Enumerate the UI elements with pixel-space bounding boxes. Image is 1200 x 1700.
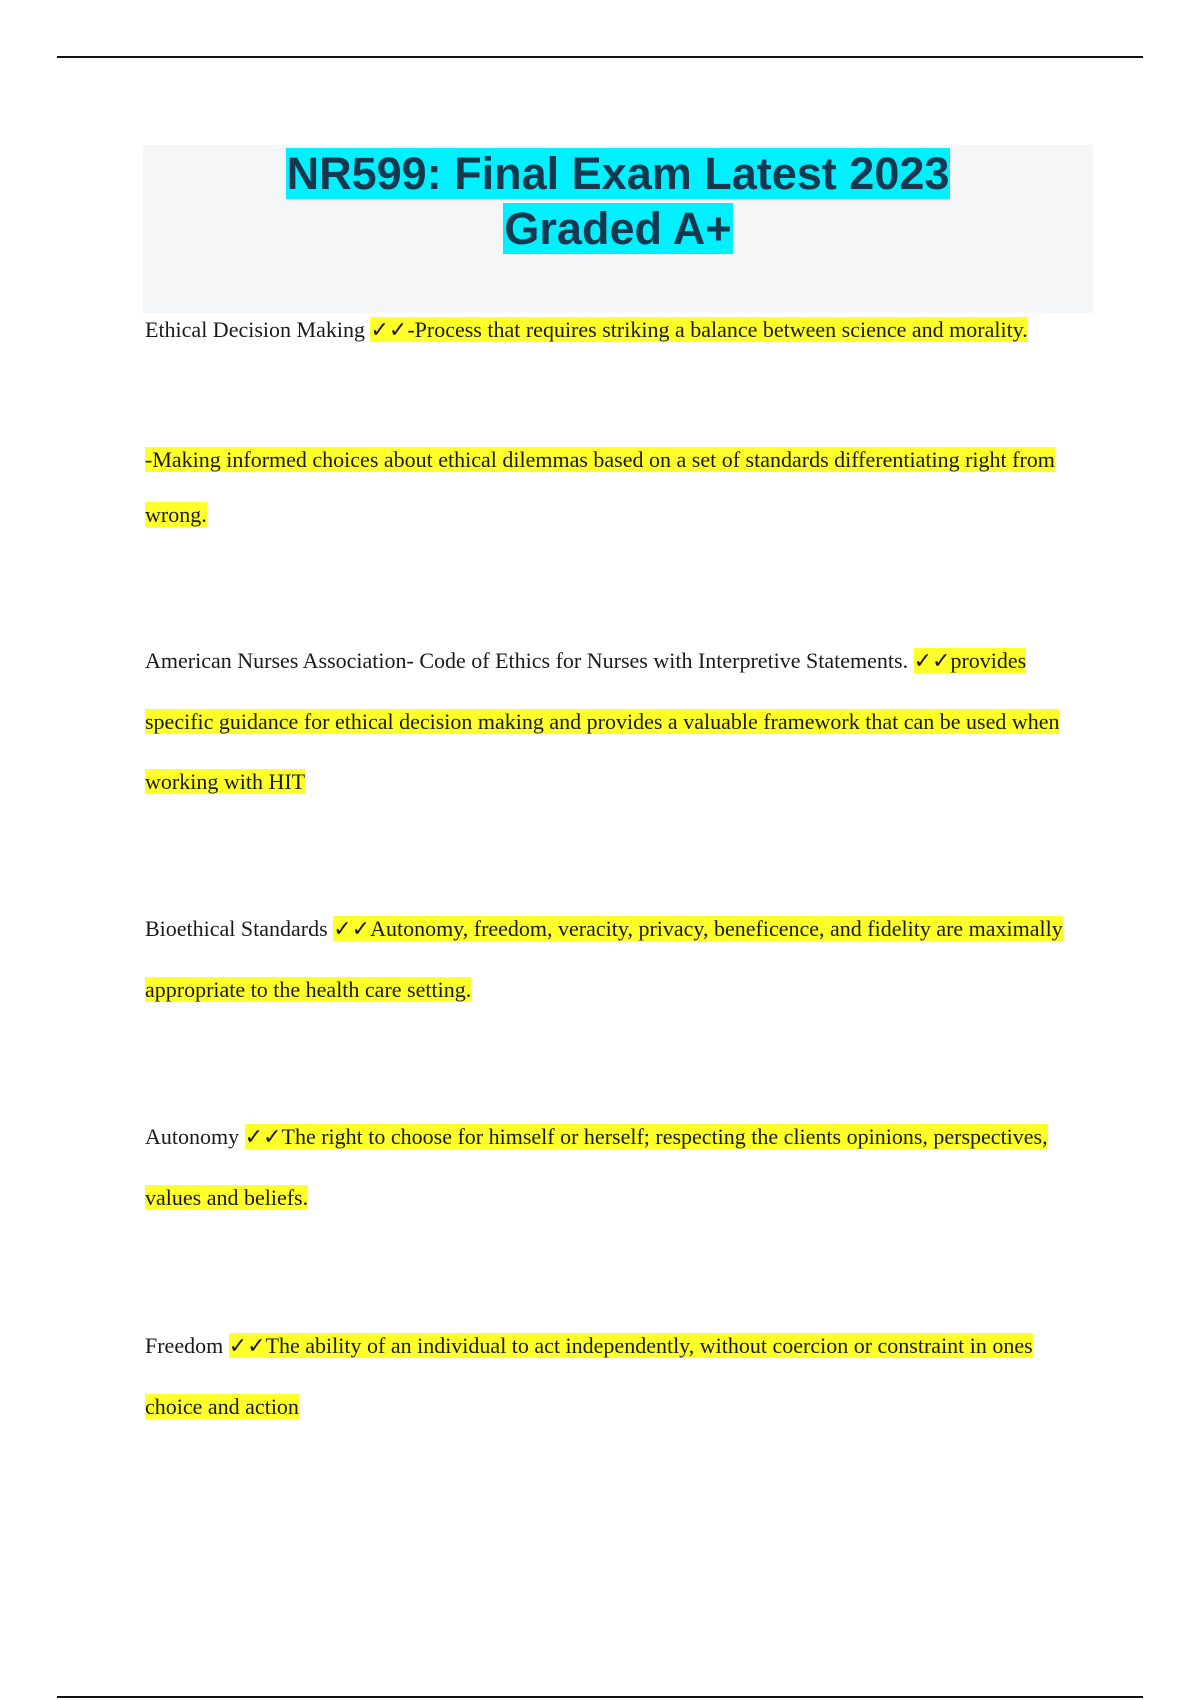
title-line-1: NR599: Final Exam Latest 2023 <box>286 148 950 199</box>
top-rule <box>57 56 1143 58</box>
check-mark-icon: ✓✓ <box>913 649 951 674</box>
entry-term: Bioethical Standards <box>145 916 328 941</box>
entry-answer <box>145 1333 1033 1419</box>
entry-paragraph <box>145 1107 1085 1228</box>
flashcard-entry-continued <box>145 432 1085 542</box>
entry-term: Ethical Decision Making <box>145 317 365 342</box>
entry-term: Autonomy <box>145 1124 240 1149</box>
bottom-rule <box>57 1696 1143 1698</box>
check-mark-icon: ✓✓ <box>228 1334 266 1359</box>
entry-paragraph <box>145 631 1085 812</box>
entry-definition: The ability of an individual to act independently, without coercion or constraint in ones choice and action <box>145 1333 1033 1419</box>
check-mark-icon: ✓✓ <box>370 318 408 343</box>
entry-paragraph <box>145 432 1085 542</box>
flashcard-entry <box>145 631 1085 812</box>
check-mark-icon: ✓✓ <box>333 917 371 942</box>
entry-paragraph <box>145 300 1085 361</box>
title-line-2: Graded A+ <box>504 203 732 254</box>
flashcard-entry <box>145 300 1085 361</box>
check-mark-icon: ✓✓ <box>244 1125 282 1150</box>
entry-definition: provides specific guidance for ethical decision making and provides a valuable framework that can be used when working with HIT <box>145 648 1060 794</box>
flashcard-entry <box>145 1316 1085 1437</box>
entry-definition: Autonomy, freedom, veracity, privacy, beneficence, and fidelity are maximally appropriate to the health care setting. <box>145 916 1063 1002</box>
entry-paragraph <box>145 1316 1085 1437</box>
entry-definition: The right to choose for himself or herself; respecting the clients opinions, perspectives, values and beliefs. <box>145 1124 1048 1210</box>
document-title <box>143 145 1093 256</box>
flashcard-entry <box>145 899 1085 1020</box>
entry-term: Freedom <box>145 1333 224 1358</box>
entry-term: American Nurses Association- Code of Ethics for Nurses with Interpretive Statements. <box>145 648 909 673</box>
entry-definition: -Making informed choices about ethical dilemmas based on a set of standards differentiating right from wrong. <box>145 447 1055 527</box>
entry-paragraph <box>145 899 1085 1020</box>
entry-answer <box>370 317 1027 342</box>
entry-answer <box>145 1124 1048 1210</box>
flashcard-entry <box>145 1107 1085 1228</box>
entry-definition: -Process that requires striking a balance between science and morality. <box>407 317 1028 342</box>
